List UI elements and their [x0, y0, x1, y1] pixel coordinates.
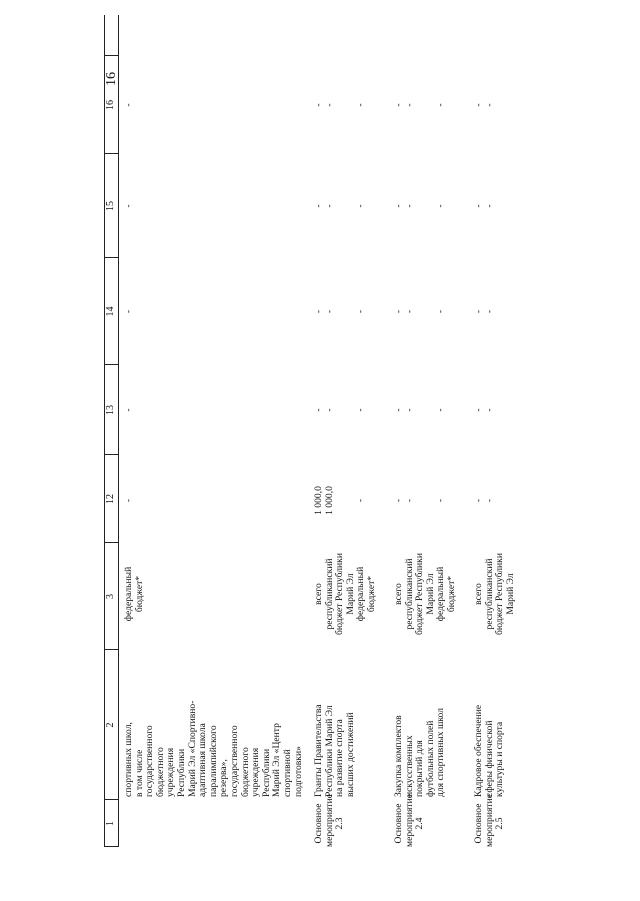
cell-text-line: республиканский — [323, 558, 335, 630]
cell-text-line: Основное — [473, 803, 484, 844]
activity-cell — [393, 794, 426, 847]
value-col-14: - — [483, 309, 495, 314]
value-col-15: - — [393, 204, 404, 208]
column-header-13: 13 — [105, 405, 116, 415]
cell-text-line: 2.4 — [414, 817, 426, 830]
value-col-15: - — [323, 204, 335, 208]
value-col-13: - — [355, 408, 367, 412]
value-col-14: - — [403, 309, 415, 314]
cell-text-line: Марий Эл — [424, 573, 436, 615]
value-col-12: - — [355, 498, 367, 503]
cell-text-line: Марий Эл — [504, 573, 516, 615]
cell-text-line: Марий Эл «Спортивно- — [186, 700, 198, 797]
value-col-12: - — [403, 498, 415, 503]
cell-text-line: мероприятие — [403, 794, 415, 847]
cell-text-line: республиканский — [403, 558, 415, 630]
source-cell — [314, 541, 378, 647]
value-col-16: - — [323, 103, 335, 107]
cell-text-line: государственного — [144, 725, 156, 797]
value-col-16: - — [473, 103, 484, 107]
cell-text-line: бюджет* — [365, 575, 377, 613]
value-col-14: - — [323, 309, 335, 314]
cell-text-line: футбольных полей — [424, 720, 436, 797]
value-col-16: - — [403, 103, 415, 107]
value-col-14: - — [313, 309, 324, 314]
header-bottom-border — [118, 15, 119, 847]
value-col-13: - — [123, 408, 134, 412]
source-cell — [124, 541, 145, 647]
cell-text-line: спортивной — [281, 749, 293, 797]
cell-text-line: федеральный — [355, 566, 367, 622]
cell-text-line: бюджетного — [239, 747, 251, 797]
column-header-3: 3 — [105, 594, 116, 599]
cell-text-line: Основное — [393, 803, 404, 844]
value-col-16: - — [435, 103, 447, 107]
value-col-15: - — [123, 204, 134, 208]
activity-cell — [473, 794, 506, 847]
cell-text-line: в том числе — [133, 749, 145, 797]
column-header-1: 1 — [105, 821, 116, 826]
column-header-14: 14 — [105, 306, 116, 317]
value-col-12: - — [435, 498, 447, 503]
cell-text-line: спортивных школ, — [123, 722, 134, 797]
cell-text-line: бюджет Республики — [334, 553, 346, 635]
cell-text-line: федеральный — [435, 566, 447, 622]
value-col-16: - — [483, 103, 495, 107]
cell-text-line: Республики — [175, 748, 187, 797]
budget-table — [104, 17, 604, 847]
cell-text-line: 2.3 — [334, 817, 346, 830]
column-header-15: 15 — [105, 201, 116, 211]
description-cell — [124, 657, 304, 797]
column-header-12: 12 — [105, 494, 116, 504]
value-col-13: - — [313, 408, 324, 412]
value-col-13: - — [435, 408, 447, 412]
value-col-14: - — [355, 309, 367, 314]
cell-text-line: всего — [313, 583, 324, 605]
cell-text-line: Гранты Правительства — [313, 704, 324, 797]
value-col-12: 1 000,0 — [323, 486, 335, 515]
cell-text-line: Закупка комплектов — [393, 715, 404, 797]
description-cell — [314, 657, 356, 797]
value-col-16: - — [355, 103, 367, 107]
value-col-13: - — [393, 408, 404, 412]
cell-text-line: 2.5 — [494, 817, 506, 830]
cell-text-line: для спортивных школ — [435, 708, 447, 797]
cell-text-line: бюджет* — [445, 575, 457, 613]
column-header-2: 2 — [105, 722, 116, 728]
cell-text-line: всего — [393, 583, 404, 605]
cell-text-line: учреждения — [250, 747, 262, 797]
cell-text-line: Основное — [313, 803, 324, 844]
page-number: 16 — [104, 72, 119, 86]
cell-text-line: искусственных — [403, 735, 415, 797]
cell-text-line: Марий Эл «Центр — [271, 723, 283, 797]
cell-text-line: покрытий для — [414, 740, 426, 797]
column-header-16: 16 — [105, 100, 116, 110]
description-cell — [474, 657, 506, 797]
value-col-12: - — [393, 498, 404, 503]
cell-text-line: мероприятие — [483, 794, 495, 847]
value-col-15: - — [435, 204, 447, 208]
cell-text-line: Кадровое обеспечение — [473, 704, 484, 797]
cell-text-line: подготовки» — [292, 746, 304, 797]
cell-text-line: культуры и спорта — [494, 721, 506, 797]
cell-text-line: Марий Эл — [344, 573, 356, 615]
cell-text-line: Республики Марий Эл — [323, 705, 335, 797]
value-col-15: - — [355, 204, 367, 208]
value-col-12: 1 000,0 — [313, 486, 324, 515]
value-col-13: - — [483, 408, 495, 412]
cell-text-line: паралимпийского — [207, 725, 219, 797]
value-col-15: - — [473, 204, 484, 208]
value-col-13: - — [473, 408, 484, 412]
value-col-12: - — [123, 498, 134, 503]
cell-text-line: резерва», — [218, 759, 230, 797]
value-col-16: - — [393, 103, 404, 107]
cell-text-line: мероприятие — [323, 794, 335, 847]
cell-text-line: государственного — [228, 725, 240, 797]
cell-text-line: учреждения — [165, 747, 177, 797]
value-col-13: - — [323, 408, 335, 412]
cell-text-line: федеральный — [123, 566, 134, 622]
source-cell — [474, 541, 516, 647]
cell-text-line: бюджетного — [154, 747, 166, 797]
cell-text-line: сферы физической — [483, 720, 495, 797]
cell-text-line: бюджет Республики — [414, 553, 426, 635]
description-cell — [394, 657, 447, 797]
cell-text-line: адаптивная школа — [197, 723, 209, 797]
value-col-15: - — [483, 204, 495, 208]
activity-cell — [313, 794, 346, 847]
source-cell — [394, 541, 458, 647]
cell-text-line: высших достижений — [344, 712, 356, 797]
value-col-14: - — [123, 309, 134, 314]
cell-text-line: на развитие спорта — [334, 719, 346, 797]
cell-text-line: республиканский — [483, 558, 495, 630]
value-col-15: - — [313, 204, 324, 208]
cell-text-line: бюджет Республики — [494, 553, 506, 635]
cell-text-line: всего — [473, 583, 484, 605]
value-col-12: - — [483, 498, 495, 503]
cell-text-line: Республики — [260, 748, 272, 797]
value-col-14: - — [473, 309, 484, 314]
value-col-14: - — [435, 309, 447, 314]
value-col-16: - — [123, 103, 134, 107]
cell-text-line: бюджет* — [133, 575, 145, 613]
value-col-16: - — [313, 103, 324, 107]
value-col-15: - — [403, 204, 415, 208]
value-col-12: - — [473, 498, 484, 503]
value-col-13: - — [403, 408, 415, 412]
value-col-14: - — [393, 309, 404, 314]
